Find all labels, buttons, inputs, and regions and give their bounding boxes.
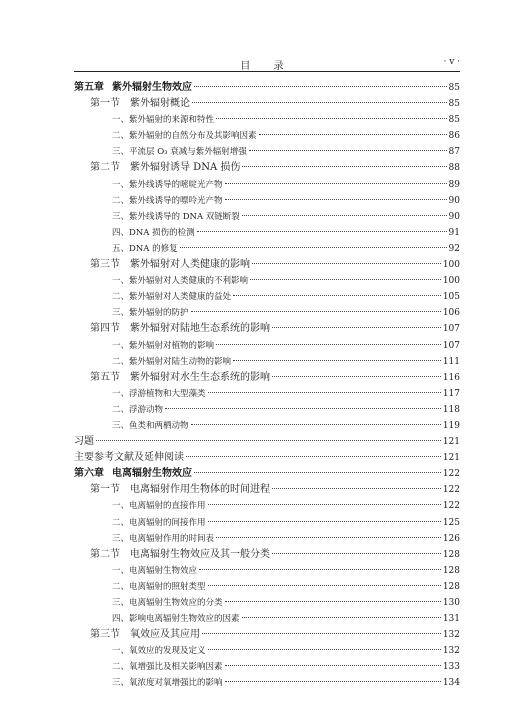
dot-leader xyxy=(208,585,441,586)
toc-entry-title: 二、紫外辐射对陆生动物的影响 xyxy=(112,356,232,367)
toc-entry-title: 一、氧效应的发现及定义 xyxy=(112,646,206,657)
dot-leader xyxy=(202,633,441,634)
toc-entry-label xyxy=(74,177,223,193)
dot-leader xyxy=(216,118,447,119)
toc-entry-number: 第二节 xyxy=(90,162,120,174)
dot-leader xyxy=(165,408,441,409)
toc-entry-label xyxy=(74,370,270,386)
header-title: 目 录 xyxy=(240,61,294,72)
toc-entry-title: 一、紫外辐射对人类健康的不利影响 xyxy=(112,276,249,287)
toc-entry-label xyxy=(74,386,206,402)
toc-entry-section[interactable] xyxy=(74,96,460,112)
header-page-number: · v · xyxy=(443,57,460,67)
toc-entry-item[interactable] xyxy=(74,338,460,354)
toc-entry-number: 第三节 xyxy=(90,629,120,641)
toc-entry-item[interactable] xyxy=(74,531,460,547)
toc-entry-label xyxy=(74,80,192,96)
toc-entry-label xyxy=(74,659,223,675)
dot-leader xyxy=(242,215,447,216)
toc-entry-label xyxy=(74,160,240,176)
toc-entry-label xyxy=(74,144,247,160)
toc-entry-page: 122 xyxy=(442,485,460,496)
dot-leader xyxy=(250,279,441,280)
toc-entry-page: 130 xyxy=(442,598,460,608)
dot-leader xyxy=(216,344,441,345)
toc-entry-title: 一、紫外辐射对植物的影响 xyxy=(112,340,215,351)
dot-leader xyxy=(225,681,441,682)
toc-entry-item[interactable] xyxy=(74,305,460,321)
toc-entry-number: 第六章 xyxy=(74,468,104,480)
toc-entry-page: 85 xyxy=(448,83,460,93)
toc-entry-item[interactable] xyxy=(74,354,460,370)
toc-entry-item[interactable] xyxy=(74,209,460,225)
toc-entry-label xyxy=(74,450,184,466)
toc-entry-title: 紫外辐射诱导 DNA 损伤 xyxy=(130,162,241,174)
toc-entry-title: 二、电离辐射的照射类型 xyxy=(112,581,206,592)
toc-entry-page: 128 xyxy=(442,581,460,592)
toc-entry-section[interactable] xyxy=(74,547,460,563)
toc-entry-title: 三、紫外线诱导的 DNA 双链断裂 xyxy=(112,211,240,222)
toc-entry-label xyxy=(74,434,94,450)
toc-entry-title: 二、紫外线诱导的嘌呤光产物 xyxy=(112,195,223,206)
toc-entry-page: 121 xyxy=(442,453,460,464)
dot-leader xyxy=(242,166,446,167)
toc-entry-item[interactable] xyxy=(74,225,460,241)
toc-entry-page: 118 xyxy=(442,404,460,415)
toc-entry-label xyxy=(74,627,200,643)
toc-entry-title: 一、紫外辐射的来源和特性 xyxy=(112,115,215,126)
toc-entry-title: 五、DNA 的修复 xyxy=(112,243,178,254)
toc-entry-title: 二、紫外辐射的自然分布及其影响因素 xyxy=(112,131,257,142)
toc-entry-page: 128 xyxy=(442,565,460,576)
toc-entry-title: 三、氧浓度对氧增强比的影响 xyxy=(112,678,223,689)
toc-entry-label xyxy=(74,579,206,595)
toc-entry-item[interactable] xyxy=(74,515,460,531)
toc-entry-item[interactable] xyxy=(74,273,460,289)
toc-entry-label xyxy=(74,482,270,498)
dot-leader xyxy=(225,183,447,184)
toc-entry-title: 主要参考文献及延伸阅读 xyxy=(74,452,184,464)
toc-entry-item[interactable] xyxy=(74,611,460,627)
toc-entry-label xyxy=(74,354,231,370)
toc-entry-page: 100 xyxy=(442,276,460,287)
toc-entry-page: 132 xyxy=(442,646,460,657)
dot-leader xyxy=(242,617,441,618)
toc-entry-item[interactable] xyxy=(74,128,460,144)
dot-leader xyxy=(259,134,447,135)
toc-entry-page: 85 xyxy=(448,99,460,110)
dot-leader xyxy=(194,472,441,473)
dot-leader xyxy=(194,86,447,87)
toc-entry-title: 紫外辐射对水生生态系统的影响 xyxy=(130,371,270,383)
toc-entry-item[interactable] xyxy=(74,595,460,611)
toc-entry-page: 107 xyxy=(442,340,460,351)
toc-entry-label xyxy=(74,498,206,514)
toc-entry-page: 90 xyxy=(448,195,460,206)
toc-entry-item[interactable] xyxy=(74,563,460,579)
toc-entry-label xyxy=(74,402,163,418)
toc-entry-section[interactable] xyxy=(74,160,460,176)
toc-entry-title: 一、浮游植物和大型藻类 xyxy=(112,388,206,399)
toc-entry-item[interactable] xyxy=(74,193,460,209)
toc-entry-title: 一、紫外线诱导的嘧啶光产物 xyxy=(112,179,223,190)
toc-entry-number: 第四节 xyxy=(90,323,120,335)
toc-entry-section[interactable] xyxy=(74,370,460,386)
dot-leader xyxy=(272,488,441,489)
toc-entry-label xyxy=(74,193,223,209)
toc-entry-number: 第五节 xyxy=(90,371,120,383)
toc-entry-page: 119 xyxy=(442,420,460,431)
dot-leader xyxy=(180,247,447,248)
toc-entry-page: 92 xyxy=(448,243,460,254)
toc-entry-page: 117 xyxy=(442,388,460,399)
toc-entry-chapter[interactable] xyxy=(74,80,460,96)
dot-leader xyxy=(191,311,441,312)
toc-entry-item[interactable] xyxy=(74,177,460,193)
toc-entry-plain[interactable] xyxy=(74,450,460,466)
toc-entry-page: 100 xyxy=(442,260,460,271)
toc-entry-page: 86 xyxy=(448,131,460,142)
toc-entry-page: 88 xyxy=(448,163,460,174)
dot-leader xyxy=(233,360,441,361)
toc-entry-label xyxy=(74,595,223,611)
toc-entry-label xyxy=(74,515,206,531)
toc-entry-page: 132 xyxy=(442,630,460,641)
toc-entry-page: 106 xyxy=(442,308,460,319)
toc-entry-label xyxy=(74,209,240,225)
dot-leader xyxy=(272,553,441,554)
dot-leader xyxy=(225,665,441,666)
dot-leader xyxy=(225,601,441,602)
dot-leader xyxy=(96,440,441,441)
toc-entry-title: 二、氧增强比及相关影响因素 xyxy=(112,662,223,673)
dot-leader xyxy=(186,456,441,457)
toc-entry-page: 125 xyxy=(442,517,460,528)
toc-entry-title: 电离辐射生物效应 xyxy=(112,468,192,480)
toc-entry-number: 第一节 xyxy=(90,98,120,110)
toc-entry-label xyxy=(74,611,240,627)
toc-entry-item[interactable] xyxy=(74,144,460,160)
toc-entry-section[interactable] xyxy=(74,321,460,337)
toc-entry-page: 105 xyxy=(442,292,460,303)
toc-entry-label xyxy=(74,531,214,547)
toc-entry-section[interactable] xyxy=(74,627,460,643)
toc-entry-label xyxy=(74,241,178,257)
toc-entry-title: 紫外辐射对陆地生态系统的影响 xyxy=(130,323,270,335)
table-of-contents xyxy=(74,80,460,692)
toc-entry-label xyxy=(74,466,192,482)
toc-entry-item[interactable] xyxy=(74,418,460,434)
toc-entry-item[interactable] xyxy=(74,241,460,257)
dot-leader xyxy=(208,649,441,650)
dot-leader xyxy=(225,199,447,200)
toc-entry-title: 电离辐射生物效应及其一般分类 xyxy=(130,548,270,560)
toc-entry-label xyxy=(74,257,250,273)
toc-entry-title: 电离辐射作用生物体的时间进程 xyxy=(130,484,270,496)
toc-entry-page: 131 xyxy=(442,614,460,625)
dot-leader xyxy=(208,521,441,522)
toc-entry-item[interactable] xyxy=(74,386,460,402)
dot-leader xyxy=(272,376,441,377)
dot-leader xyxy=(272,327,441,328)
toc-entry-label xyxy=(74,305,189,321)
toc-entry-label xyxy=(74,418,189,434)
toc-entry-plain[interactable] xyxy=(74,434,460,450)
toc-entry-title: 习题 xyxy=(74,436,94,448)
toc-entry-label xyxy=(74,338,214,354)
toc-entry-label xyxy=(74,563,197,579)
toc-entry-title: 一、电离辐射的直接作用 xyxy=(112,501,206,512)
toc-entry-page: 121 xyxy=(442,437,460,448)
dot-leader xyxy=(199,569,441,570)
toc-entry-label xyxy=(74,643,206,659)
toc-entry-item[interactable] xyxy=(74,289,460,305)
toc-entry-section[interactable] xyxy=(74,482,460,498)
toc-entry-section[interactable] xyxy=(74,257,460,273)
toc-entry-title: 三、鱼类和两栖动物 xyxy=(112,420,189,431)
toc-entry-title: 三、电离辐射生物效应的分类 xyxy=(112,598,223,608)
toc-entry-item[interactable] xyxy=(74,659,460,675)
toc-entry-item[interactable] xyxy=(74,402,460,418)
toc-entry-title: 紫外辐射概论 xyxy=(130,98,190,110)
toc-entry-label xyxy=(74,547,270,563)
dot-leader xyxy=(233,295,441,296)
dot-leader xyxy=(249,150,447,151)
toc-entry-item[interactable] xyxy=(74,675,460,691)
toc-entry-page: 134 xyxy=(442,678,460,689)
toc-entry-item[interactable] xyxy=(74,579,460,595)
toc-entry-number: 第二节 xyxy=(90,548,120,560)
dot-leader xyxy=(252,263,441,264)
toc-entry-label xyxy=(74,675,223,691)
toc-entry-title: 三、紫外辐射的防护 xyxy=(112,308,189,319)
toc-entry-item[interactable] xyxy=(74,112,460,128)
toc-entry-label xyxy=(74,321,270,337)
dot-leader xyxy=(208,504,441,505)
toc-entry-page: 128 xyxy=(442,549,460,560)
toc-entry-page: 89 xyxy=(448,179,460,190)
toc-entry-title: 三、电离辐射作用的时间表 xyxy=(112,533,215,544)
toc-entry-title: 二、紫外辐射对人类健康的益处 xyxy=(112,292,232,303)
dot-leader xyxy=(191,424,441,425)
toc-entry-title: 一、电离辐射生物效应 xyxy=(112,565,198,576)
toc-entry-page: 122 xyxy=(442,501,460,512)
toc-entry-page: 126 xyxy=(442,533,460,544)
toc-entry-label xyxy=(74,112,214,128)
toc-entry-label xyxy=(74,96,190,112)
toc-entry-label xyxy=(74,289,231,305)
toc-entry-title: 紫外辐射对人类健康的影响 xyxy=(130,259,250,271)
dot-leader xyxy=(192,102,447,103)
toc-entry-title: 紫外辐射生物效应 xyxy=(112,82,192,93)
toc-entry-page: 122 xyxy=(442,469,460,480)
toc-entry-title: 二、电离辐射的间接作用 xyxy=(112,517,206,528)
toc-entry-page: 107 xyxy=(442,324,460,335)
page-header xyxy=(74,55,460,72)
toc-entry-page: 90 xyxy=(448,211,460,222)
toc-entry-title: 三、平流层 O₃ 衰减与紫外辐射增强 xyxy=(112,147,247,158)
toc-entry-chapter[interactable] xyxy=(74,466,460,482)
toc-entry-item[interactable] xyxy=(74,498,460,514)
toc-entry-page: 91 xyxy=(448,227,460,238)
toc-entry-number: 第一节 xyxy=(90,484,120,496)
toc-entry-page: 111 xyxy=(442,356,460,367)
toc-entry-number: 第五章 xyxy=(74,82,104,93)
toc-entry-title: 四、DNA 损伤的检测 xyxy=(112,227,195,238)
toc-entry-title: 四、影响电离辐射生物效应的因素 xyxy=(112,614,240,625)
toc-entry-page: 133 xyxy=(442,662,460,673)
toc-entry-label xyxy=(74,225,195,241)
toc-entry-label xyxy=(74,273,248,289)
toc-entry-page: 87 xyxy=(448,147,460,158)
toc-entry-page: 85 xyxy=(448,115,460,126)
toc-entry-number: 第三节 xyxy=(90,259,120,271)
toc-entry-page: 116 xyxy=(442,372,460,383)
dot-leader xyxy=(216,537,441,538)
toc-entry-title: 氧效应及其应用 xyxy=(130,629,200,641)
toc-entry-item[interactable] xyxy=(74,643,460,659)
toc-entry-title: 二、浮游动物 xyxy=(112,404,164,415)
dot-leader xyxy=(208,392,441,393)
dot-leader xyxy=(197,231,447,232)
toc-entry-label xyxy=(74,128,257,144)
